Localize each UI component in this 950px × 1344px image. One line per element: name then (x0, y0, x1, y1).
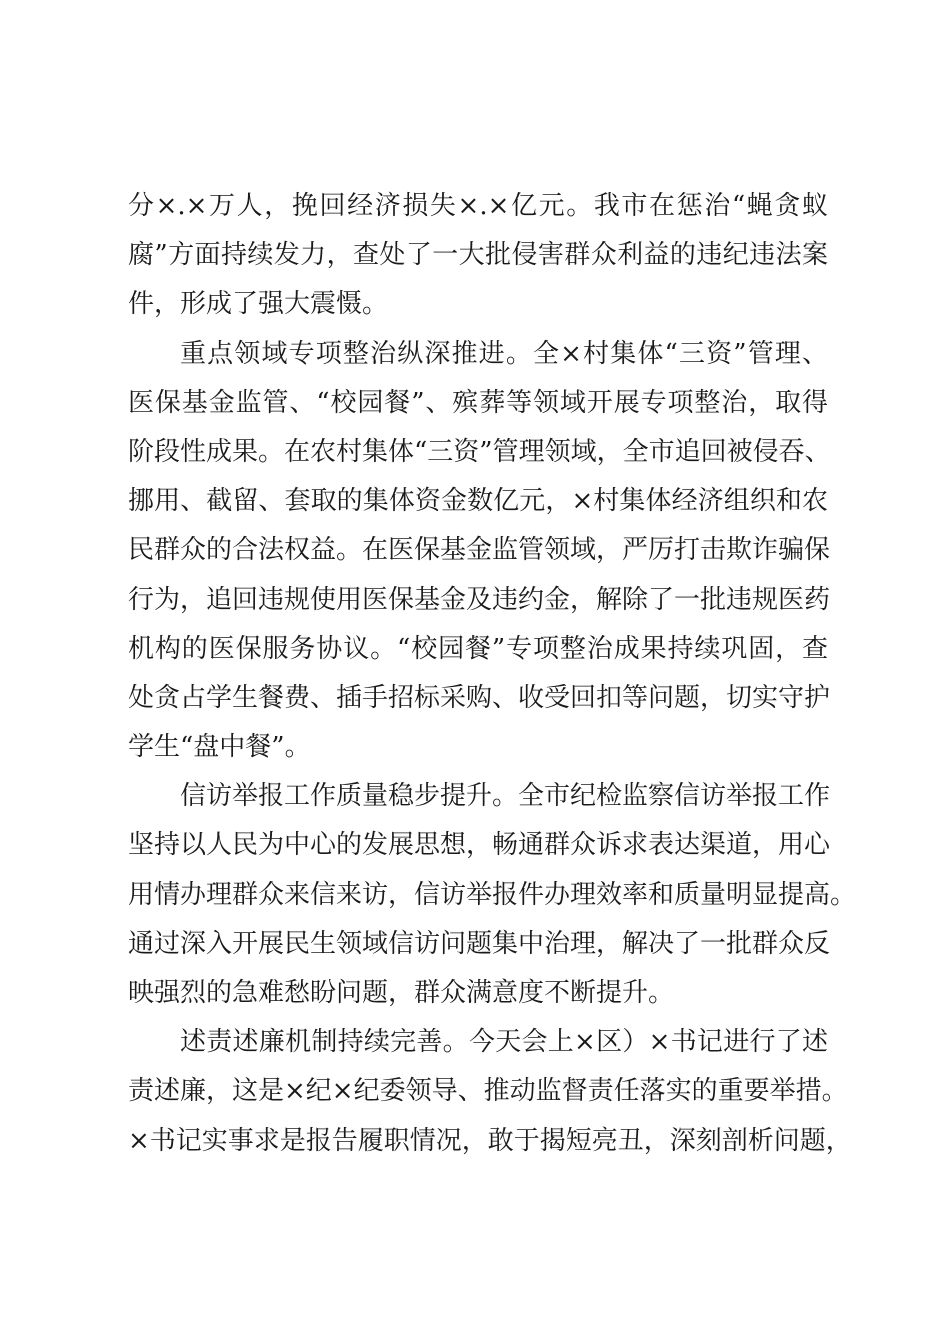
paragraph-line: 分×.×万人，挽回经济损失×.×亿元。我市在惩治“蝇贪蚁 (128, 191, 828, 221)
paragraph-4 (128, 1018, 852, 1166)
paragraph-line: 民群众的合法权益。在医保基金监管领域，严厉打击欺诈骗保 (128, 535, 831, 566)
paragraph-line: 责述廉，这是×纪×纪委领导、推动监督责任落实的重要举措。 (128, 1076, 848, 1107)
paragraph-3 (128, 772, 857, 1018)
paragraph-line: 用情办理群众来信来访，信访举报件办理效率和质量明显提高。 (128, 879, 857, 910)
paragraph-line: 述责述廉机制持续完善。今天会上×区）×书记进行了述 (180, 1027, 828, 1058)
paragraph-line: 信访举报工作质量稳步提升。全市纪检监察信访举报工作 (180, 781, 831, 812)
paragraph-line: 阶段性成果。在农村集体“三资”管理领域，全市追回被侵吞、 (128, 436, 831, 467)
document-body (128, 182, 857, 1166)
paragraph-line: 挪用、截留、套取的集体资金数亿元，×村集体经济组织和农 (128, 486, 828, 517)
paragraph-line: 映强烈的急难愁盼问题，群众满意度不断提升。 (128, 978, 675, 1008)
paragraph-line: 件，形成了强大震慑。 (128, 289, 389, 320)
paragraph-line: 机构的医保服务协议。“校园餐”专项整治成果持续巩固，查 (128, 633, 828, 664)
paragraph-2 (128, 330, 831, 773)
paragraph-line: ×书记实事求是报告履职情况，敢于揭短亮丑，深刻剖析问题， (128, 1125, 852, 1156)
paragraph-line: 医保基金监管、“校园餐”、殡葬等领域开展专项整治，取得 (128, 387, 828, 418)
paragraph-line: 处贪占学生餐费、插手招标采购、收受回扣等问题，切实守护 (128, 682, 831, 713)
paragraph-line: 腐”方面持续发力，查处了一大批侵害群众利益的违纪违法案 (128, 240, 828, 271)
paragraph-line: 重点领域专项整治纵深推进。全×村集体“三资”管理、 (180, 338, 828, 369)
paragraph-line: 通过深入开展民生领域信访问题集中治理，解决了一批群众反 (128, 928, 831, 959)
paragraph-line: 学生“盘中餐”。 (128, 732, 311, 763)
paragraph-1 (128, 182, 828, 330)
paragraph-line: 坚持以人民为中心的发展思想，畅通群众诉求表达渠道，用心 (128, 830, 831, 861)
paragraph-line: 行为，追回违规使用医保基金及违约金，解除了一批违规医药 (128, 584, 831, 615)
